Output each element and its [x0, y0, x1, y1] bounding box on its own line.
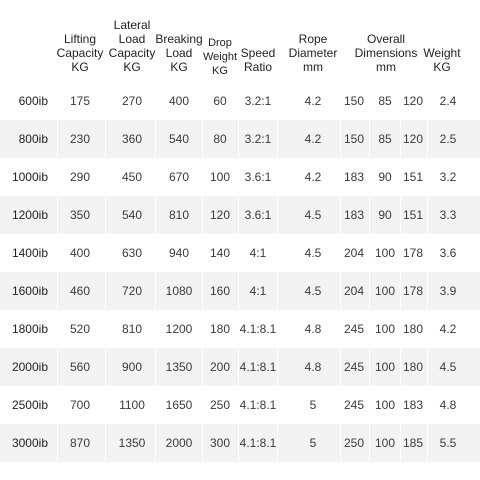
cell-d1: 183: [343, 170, 365, 184]
column-header-line: Load: [165, 46, 193, 60]
column-header-breaking: [151, 32, 207, 74]
column-header-line: Capacity: [108, 46, 156, 60]
cell-drop: 80: [213, 132, 227, 146]
cell-weight: 5.5: [439, 436, 457, 450]
cell-lateral: 810: [121, 322, 143, 336]
model-label: 2500ib: [11, 398, 48, 412]
column-header-line: Ratio: [243, 60, 272, 74]
cell-d3: 178: [402, 284, 424, 298]
cell-lifting: 560: [69, 360, 91, 374]
cell-drop: 120: [209, 208, 231, 222]
table-row: [0, 196, 480, 234]
column-header-dims: [344, 32, 428, 74]
column-header-line: KG: [170, 60, 188, 74]
cell-speed: 4:1: [249, 246, 267, 260]
cell-d1: 204: [343, 284, 365, 298]
model-label: 1400ib: [11, 246, 48, 260]
cell-lifting: 230: [69, 132, 91, 146]
column-header-line: Dimensions: [354, 46, 418, 60]
cell-lateral: 450: [121, 170, 143, 184]
column-divider: [105, 196, 106, 234]
cell-drop: 100: [209, 170, 231, 184]
cell-d3: 183: [402, 398, 424, 412]
column-divider: [105, 424, 106, 462]
cell-speed: 3.6:1: [244, 170, 272, 184]
cell-d1: 245: [343, 360, 365, 374]
cell-breaking: 2000: [165, 436, 193, 450]
cell-lifting: 175: [69, 94, 91, 108]
model-label: 2000ib: [11, 360, 48, 374]
cell-speed: 4.1:8.1: [239, 398, 277, 412]
cell-lifting: 520: [69, 322, 91, 336]
cell-lateral: 360: [121, 132, 143, 146]
table-row: [0, 348, 480, 386]
cell-d3: 180: [402, 360, 424, 374]
column-header-line: KG: [123, 60, 141, 74]
cell-d2: 85: [378, 94, 392, 108]
column-header-line: Lateral: [113, 18, 151, 32]
cell-lifting: 290: [69, 170, 91, 184]
cell-drop: 250: [209, 398, 231, 412]
cell-lateral: 720: [121, 284, 143, 298]
cell-rope: 4.2: [304, 94, 322, 108]
cell-rope: 4.8: [304, 360, 322, 374]
cell-weight: 3.9: [439, 284, 457, 298]
column-header-line: Diameter: [288, 46, 338, 60]
cell-d1: 150: [343, 132, 365, 146]
column-header-drop: [200, 36, 240, 78]
table-row: [0, 386, 480, 424]
table-row: [0, 82, 480, 120]
model-label: 800ib: [18, 132, 48, 146]
cell-drop: 300: [209, 436, 231, 450]
cell-weight: 3.2: [439, 170, 457, 184]
cell-weight: 4.5: [439, 360, 457, 374]
cell-d3: 151: [402, 208, 424, 222]
column-header-line: Load: [118, 32, 146, 46]
cell-d1: 183: [343, 208, 365, 222]
column-divider: [105, 120, 106, 158]
cell-d3: 120: [402, 132, 424, 146]
table-row: [0, 424, 480, 462]
cell-d2: 100: [374, 360, 396, 374]
cell-weight: 4.2: [439, 322, 457, 336]
cell-rope: 4.5: [304, 208, 322, 222]
cell-d2: 90: [378, 170, 392, 184]
table-row: [0, 310, 480, 348]
table-row: [0, 158, 480, 196]
cell-lifting: 870: [69, 436, 91, 450]
cell-speed: 4.1:8.1: [239, 360, 277, 374]
cell-d3: 185: [402, 436, 424, 450]
cell-d3: 120: [402, 94, 424, 108]
column-header-weight: [420, 46, 464, 74]
cell-breaking: 400: [168, 94, 190, 108]
cell-breaking: 1200: [165, 322, 193, 336]
model-label: 1600ib: [11, 284, 48, 298]
cell-rope: 4.5: [304, 284, 322, 298]
cell-d1: 250: [343, 436, 365, 450]
cell-lateral: 1350: [118, 436, 146, 450]
cell-weight: 2.5: [439, 132, 457, 146]
column-header-line: mm: [376, 60, 396, 74]
cell-rope: 5: [309, 398, 317, 412]
cell-lateral: 900: [121, 360, 143, 374]
cell-lateral: 540: [121, 208, 143, 222]
column-header-line: Weight: [202, 51, 238, 63]
cell-lateral: 630: [121, 246, 143, 260]
cell-drop: 180: [209, 322, 231, 336]
cell-weight: 3.3: [439, 208, 457, 222]
cell-speed: 3.2:1: [244, 132, 272, 146]
column-header-line: KG: [71, 60, 89, 74]
cell-breaking: 540: [168, 132, 190, 146]
column-header-line: KG: [433, 60, 451, 74]
cell-lifting: 460: [69, 284, 91, 298]
cell-d2: 100: [374, 322, 396, 336]
cell-d2: 100: [374, 246, 396, 260]
cell-rope: 4.2: [304, 132, 322, 146]
cell-d3: 180: [402, 322, 424, 336]
model-label: 3000ib: [11, 436, 48, 450]
column-header-rope: [283, 32, 343, 74]
cell-breaking: 1650: [165, 398, 193, 412]
column-header-line: Overall: [366, 32, 405, 46]
cell-lifting: 400: [69, 246, 91, 260]
cell-breaking: 1080: [165, 284, 193, 298]
column-header-line: Breaking: [155, 32, 203, 46]
cell-weight: 3.6: [439, 246, 457, 260]
cell-lifting: 350: [69, 208, 91, 222]
cell-d2: 100: [374, 436, 396, 450]
column-header-line: mm: [303, 60, 323, 74]
cell-d3: 151: [402, 170, 424, 184]
cell-d2: 100: [374, 284, 396, 298]
column-header-line: Weight: [423, 46, 461, 60]
column-header-line: Speed: [240, 46, 276, 60]
cell-breaking: 670: [168, 170, 190, 184]
cell-rope: 4.5: [304, 246, 322, 260]
cell-breaking: 940: [168, 246, 190, 260]
cell-breaking: 1350: [165, 360, 193, 374]
cell-lateral: 270: [121, 94, 143, 108]
cell-speed: 4.1:8.1: [239, 322, 277, 336]
column-header-line: Drop: [208, 37, 232, 49]
cell-drop: 160: [209, 284, 231, 298]
cell-drop: 140: [209, 246, 231, 260]
table-row: [0, 234, 480, 272]
cell-speed: 3.2:1: [244, 94, 272, 108]
column-header-line: Rope: [298, 32, 328, 46]
column-header-line: Capacity: [56, 46, 104, 60]
column-header-line: KG: [212, 65, 228, 77]
cell-weight: 4.8: [439, 398, 457, 412]
cell-speed: 4:1: [249, 284, 267, 298]
column-header-lifting: [52, 32, 108, 74]
model-label: 1000ib: [11, 170, 48, 184]
cell-lateral: 1100: [119, 398, 145, 412]
model-label: 1200ib: [11, 208, 48, 222]
cell-drop: 200: [209, 360, 231, 374]
cell-speed: 4.1:8.1: [239, 436, 277, 450]
model-label: 600ib: [18, 94, 48, 108]
cell-d1: 150: [343, 94, 365, 108]
cell-drop: 60: [213, 94, 227, 108]
cell-lifting: 700: [69, 398, 91, 412]
cell-d1: 204: [343, 246, 365, 260]
cell-rope: 5: [309, 436, 317, 450]
cell-rope: 4.2: [304, 170, 322, 184]
cell-d3: 178: [402, 246, 424, 260]
table-row: [0, 120, 480, 158]
cell-d2: 100: [374, 398, 396, 412]
column-divider: [105, 272, 106, 310]
cell-rope: 4.8: [304, 322, 322, 336]
cell-d1: 245: [343, 398, 365, 412]
cell-d2: 90: [378, 208, 392, 222]
column-header-speed: [236, 46, 280, 74]
model-label: 1800ib: [11, 322, 48, 336]
table-row: [0, 272, 480, 310]
cell-breaking: 810: [168, 208, 190, 222]
cell-d1: 245: [343, 322, 365, 336]
column-header-line: Lifting: [63, 32, 97, 46]
cell-weight: 2.4: [439, 94, 457, 108]
cell-speed: 3.6:1: [244, 208, 272, 222]
spec-table: [0, 82, 480, 462]
cell-d2: 85: [378, 132, 392, 146]
column-divider: [105, 348, 106, 386]
